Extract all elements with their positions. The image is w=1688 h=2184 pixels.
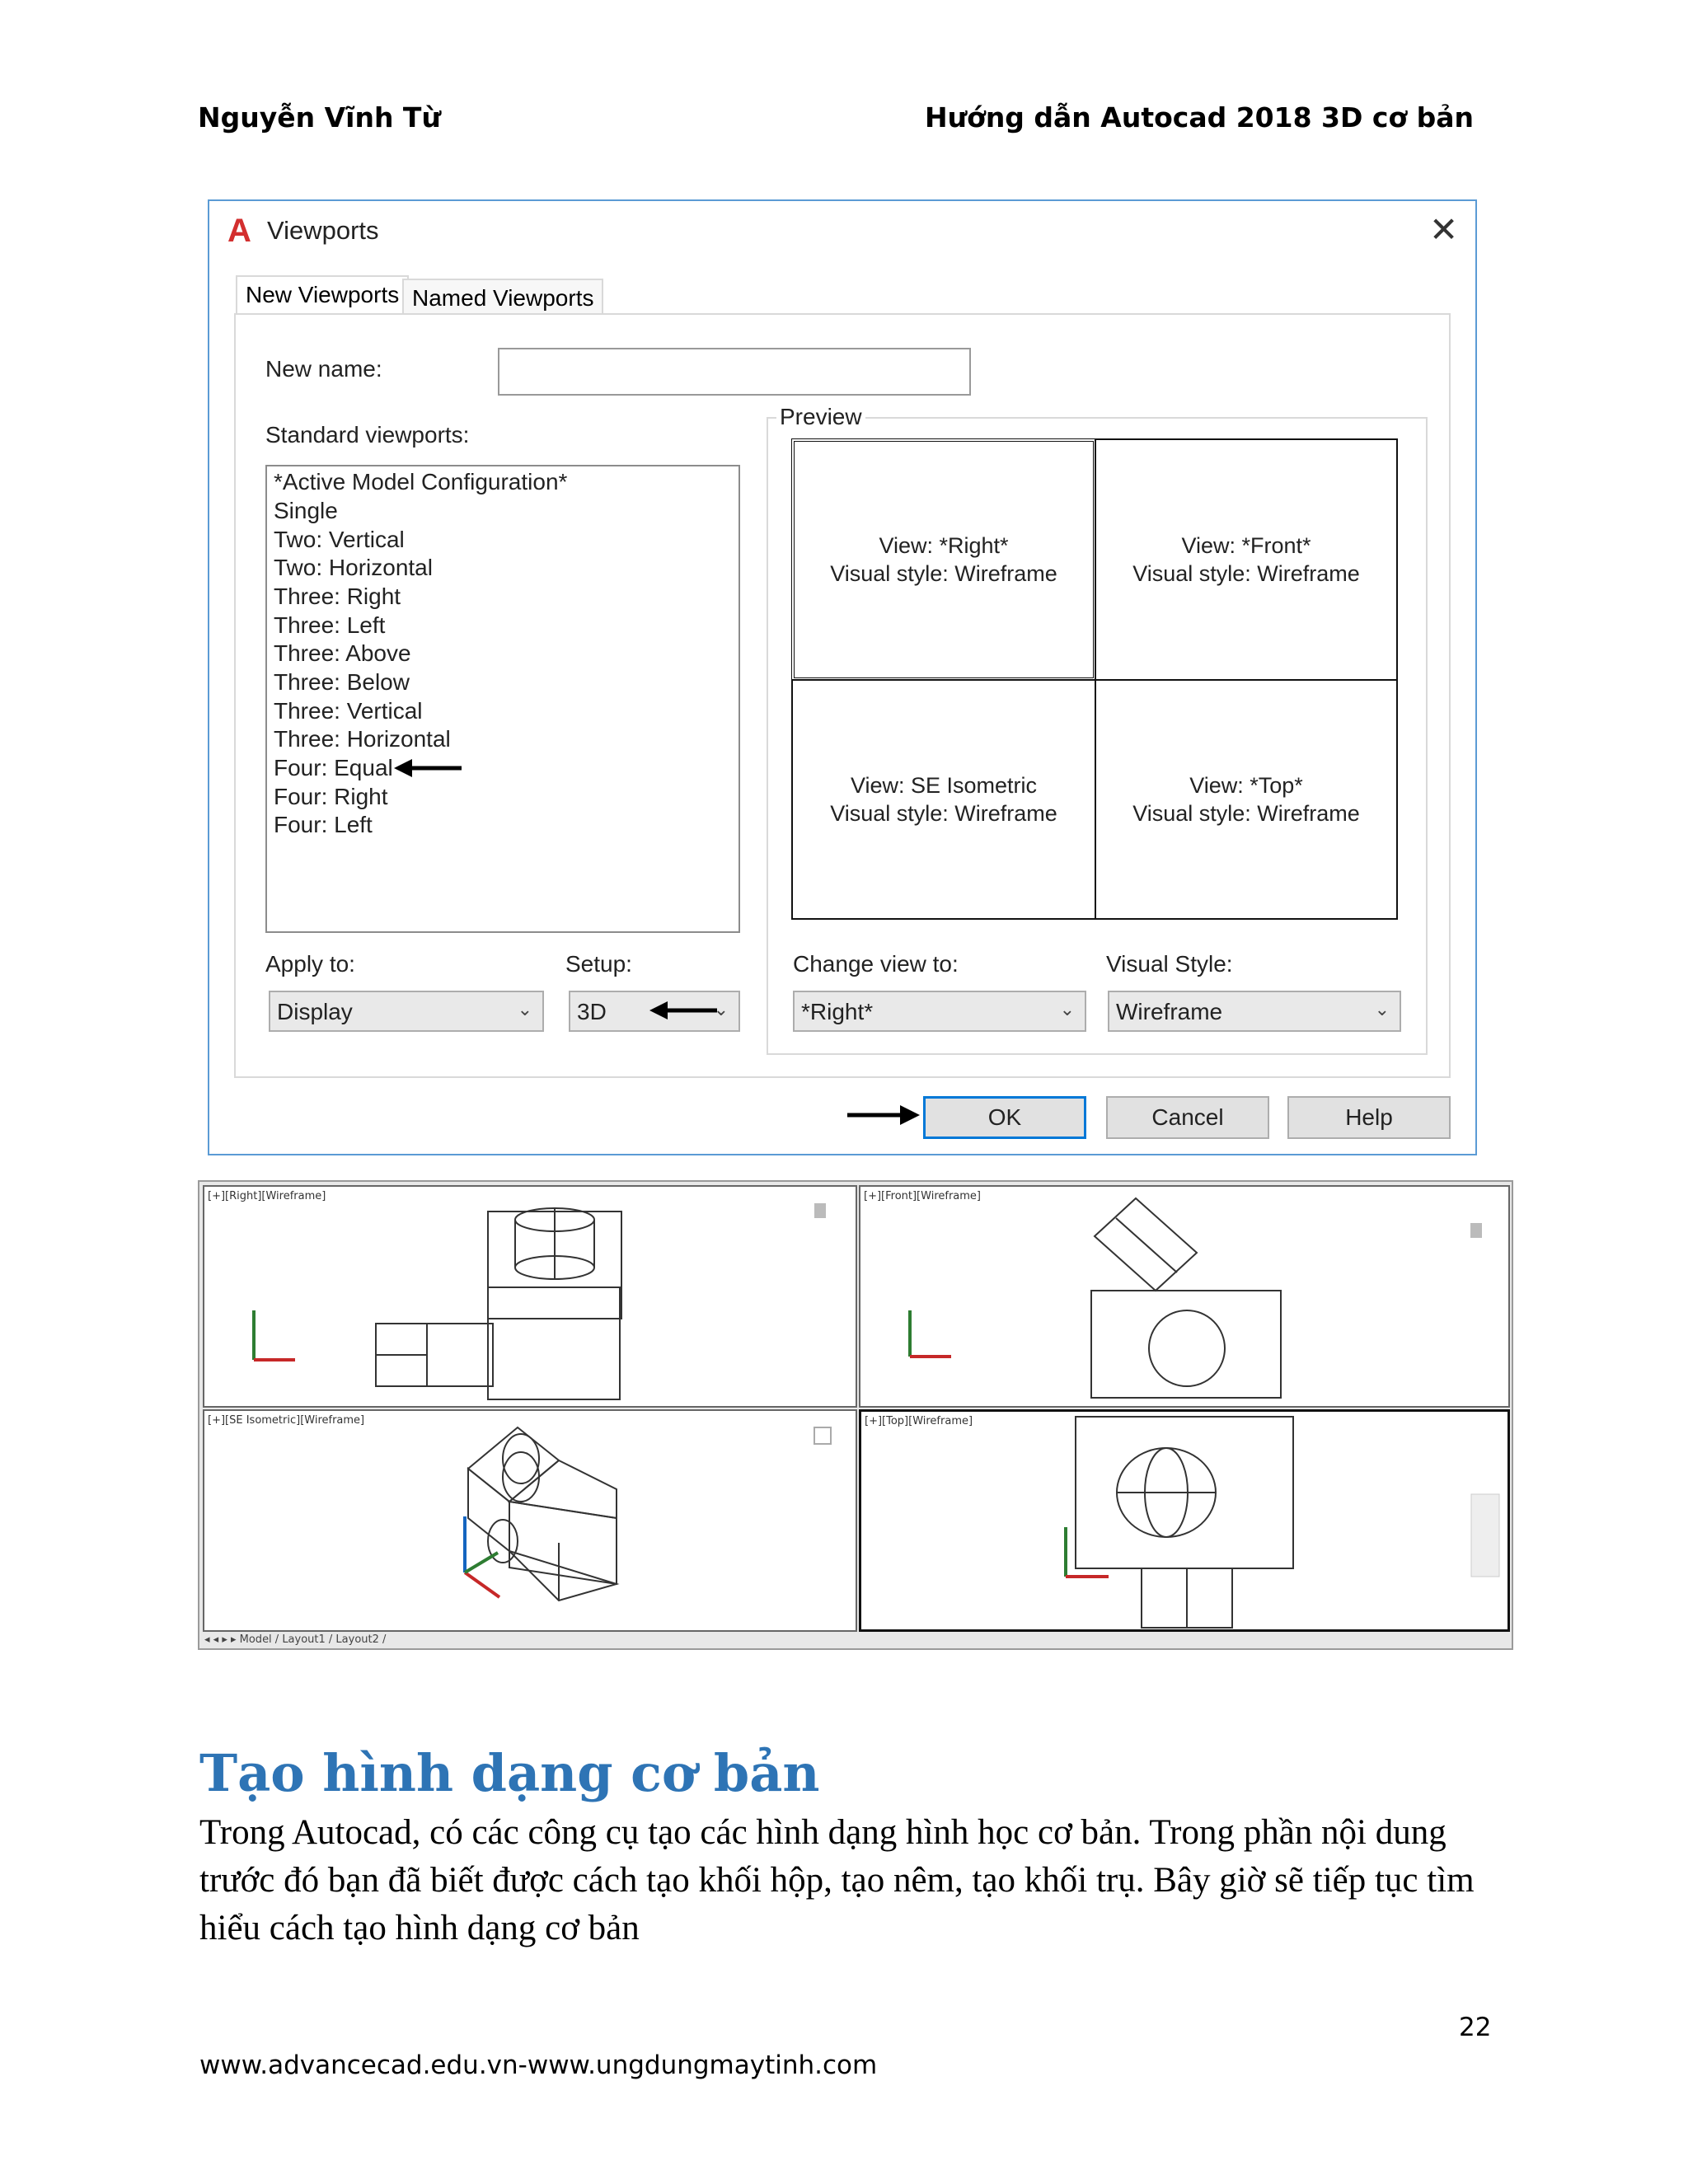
help-button[interactable]: Help xyxy=(1287,1096,1451,1139)
footer-url: www.advancecad.edu.vn-www.ungdungmaytinh.com xyxy=(199,2050,878,2080)
dialog-title: Viewports xyxy=(267,216,379,245)
chevron-down-icon: ⌄ xyxy=(517,999,532,1019)
arrow-left-icon xyxy=(648,997,719,1024)
list-item[interactable]: Three: Below xyxy=(274,669,410,695)
arrow-right-icon xyxy=(846,1101,921,1129)
viewport-label: [+][SE Isometric][Wireframe] xyxy=(208,1414,365,1427)
list-item[interactable]: Three: Horizontal xyxy=(274,726,451,752)
tab-new-viewports[interactable]: New Viewports xyxy=(236,275,409,315)
viewport-front[interactable] xyxy=(859,1185,1510,1408)
viewport-label: [+][Front][Wireframe] xyxy=(864,1190,981,1202)
viewport-label: [+][Right][Wireframe] xyxy=(208,1190,326,1202)
autocad-viewports-screenshot xyxy=(198,1180,1513,1650)
cancel-button[interactable]: Cancel xyxy=(1106,1096,1269,1139)
new-name-input[interactable] xyxy=(498,348,971,396)
list-item[interactable]: Four: Left xyxy=(274,812,373,837)
viewport-se-isometric[interactable] xyxy=(203,1409,857,1632)
viewport-top[interactable] xyxy=(859,1409,1510,1632)
viewports-dialog xyxy=(208,199,1477,1155)
tab-named-viewports[interactable]: Named Viewports xyxy=(402,279,603,318)
list-item[interactable]: Two: Vertical xyxy=(274,527,405,552)
layout-tabs[interactable]: ◂ ◂ ▸ ▸ Model / Layout1 / Layout2 / xyxy=(204,1633,387,1646)
preview-cell-se-isometric[interactable]: View: SE Isometric Visual style: Wireframe xyxy=(791,679,1096,920)
visual-style-label: Visual Style: xyxy=(1106,951,1233,977)
standard-viewports-list[interactable] xyxy=(265,465,740,933)
section-paragraph: Trong Autocad, có các công cụ tạo các hình dạng hình học cơ bản. Trong phần nội dung trước đó bạn đã biết được cách tạo khối hộp, tạo nêm, tạo khối trụ. Bây giờ sẽ tiếp tục tìm hiểu cách tạo hình dạng cơ bản xyxy=(199,1813,1475,1947)
autocad-logo-icon: A xyxy=(227,213,251,249)
front-view-drawing xyxy=(860,1187,1508,1406)
apply-to-dropdown[interactable]: Display ⌄ xyxy=(269,991,544,1032)
list-item[interactable]: Three: Above xyxy=(274,640,411,666)
change-view-label: Change view to: xyxy=(793,951,959,977)
list-item[interactable]: Three: Left xyxy=(274,612,386,638)
ok-button[interactable]: OK xyxy=(923,1096,1086,1139)
preview-cell-right[interactable]: View: *Right* Visual style: Wireframe xyxy=(791,438,1096,681)
list-item[interactable]: *Active Model Configuration* xyxy=(274,469,568,494)
list-item-four-equal[interactable]: Four: Equal xyxy=(274,755,393,780)
tab-panel xyxy=(234,313,1451,1078)
preview-cell-top[interactable]: View: *Top* Visual style: Wireframe xyxy=(1095,679,1398,920)
standard-viewports-label: Standard viewports: xyxy=(265,422,470,448)
right-view-drawing xyxy=(204,1187,856,1406)
header-author: Nguyễn Vĩnh Từ xyxy=(198,101,441,134)
preview-label: Preview xyxy=(776,404,865,430)
viewport-label: [+][Top][Wireframe] xyxy=(865,1415,973,1427)
visual-style-dropdown[interactable]: Wireframe ⌄ xyxy=(1108,991,1401,1032)
change-view-dropdown[interactable]: *Right* ⌄ xyxy=(793,991,1086,1032)
preview-cell-front[interactable]: View: *Front* Visual style: Wireframe xyxy=(1095,438,1398,681)
arrow-left-icon xyxy=(392,755,463,781)
list-item[interactable]: Two: Horizontal xyxy=(274,555,433,580)
page-number: 22 xyxy=(1459,2013,1492,2042)
section-heading: Tạo hình dạng cơ bản xyxy=(199,1743,820,1803)
list-item[interactable]: Three: Vertical xyxy=(274,698,423,724)
chevron-down-icon: ⌄ xyxy=(713,999,729,1019)
top-view-drawing xyxy=(861,1412,1507,1629)
close-icon[interactable]: ✕ xyxy=(1429,210,1459,249)
viewport-right[interactable] xyxy=(203,1185,857,1408)
list-item[interactable]: Single xyxy=(274,498,338,523)
isometric-view-drawing xyxy=(204,1411,856,1630)
setup-dropdown[interactable]: 3D ⌄ xyxy=(569,991,740,1032)
chevron-down-icon: ⌄ xyxy=(1374,999,1390,1019)
apply-to-label: Apply to: xyxy=(265,951,355,977)
list-item[interactable]: Four: Right xyxy=(274,784,388,809)
new-name-label: New name: xyxy=(265,356,382,382)
chevron-down-icon: ⌄ xyxy=(1059,999,1075,1019)
preview-grid xyxy=(791,438,1398,920)
header-title: Hướng dẫn Autocad 2018 3D cơ bản xyxy=(925,101,1474,134)
list-item[interactable]: Three: Right xyxy=(274,583,401,609)
setup-label: Setup: xyxy=(565,951,632,977)
